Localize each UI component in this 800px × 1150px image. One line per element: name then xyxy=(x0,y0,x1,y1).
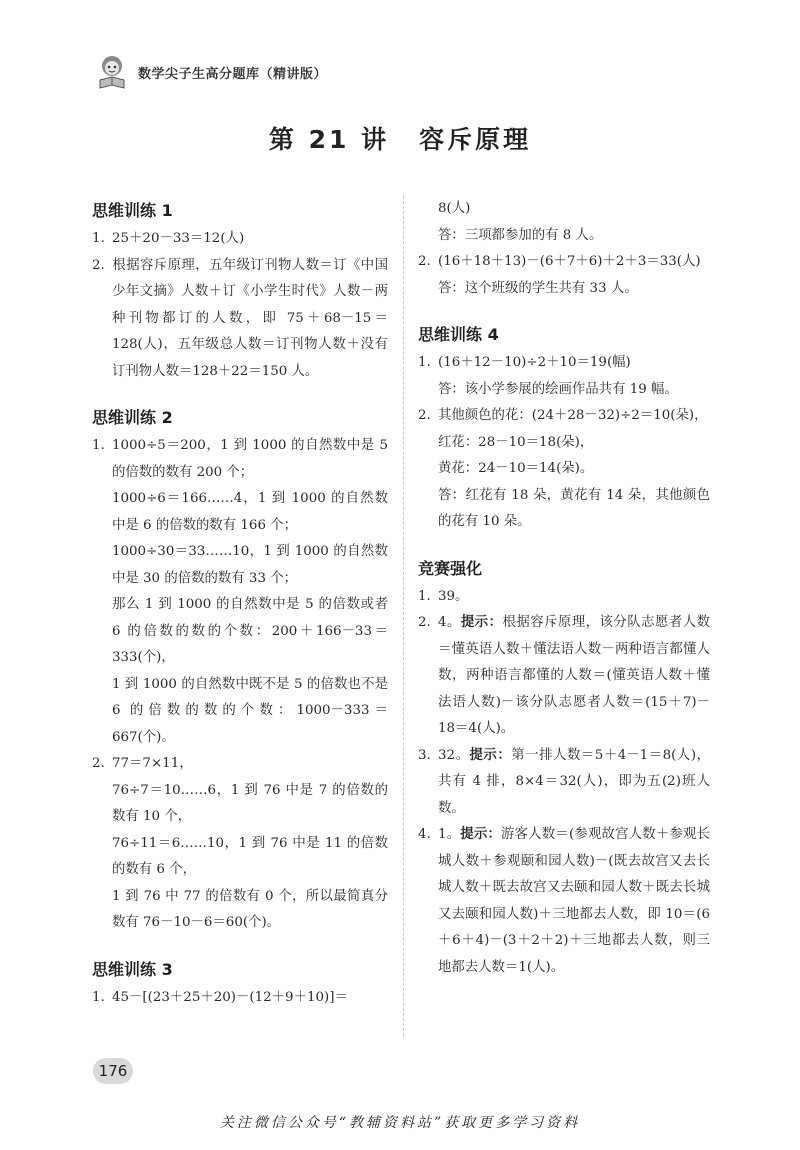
left-column xyxy=(92,196,388,1011)
item-text: 25＋20－33＝12(人) xyxy=(112,231,245,246)
answer-item xyxy=(418,350,710,377)
answer-item xyxy=(92,985,388,1012)
item-number: 1. xyxy=(418,355,431,370)
answer-item xyxy=(418,403,710,430)
item-number: 2. xyxy=(418,615,431,630)
item-text: 第一排人数＝5＋4－1＝8(人)，共有 4 排，8×4＝32(人)，即为五(2)班人数。 xyxy=(438,747,710,816)
hint-label: 提示： xyxy=(460,615,503,630)
page-number: 176 xyxy=(93,1058,133,1084)
series-title: 数学尖子生高分题库（精讲版） xyxy=(138,66,328,82)
answer-line: 1000÷6＝166……4，1 到 1000 的自然数中是 6 的倍数的数有 166 个； xyxy=(112,491,388,533)
item-text: 其他颜色的花：(24＋28－32)÷2＝10(朵)， xyxy=(438,408,708,423)
item-text: (16＋18＋13)－(6＋7＋6)＋2＋3＝33(人) xyxy=(438,254,701,269)
chapter-title xyxy=(0,120,800,156)
answer-line: 1000÷30＝33……10，1 到 1000 的自然数中是 30 的倍数的数有 33 个； xyxy=(112,544,388,586)
hint-label: 提示： xyxy=(460,827,502,842)
answer-line: 答：三项都参加的有 8 人。 xyxy=(438,227,603,243)
item-number: 4. xyxy=(418,827,431,842)
answer-item xyxy=(418,743,710,823)
answer-line: 红花：28－10＝18(朵)， xyxy=(438,434,594,450)
answer-item xyxy=(418,822,710,981)
item-answer: 4。 xyxy=(438,615,461,630)
answer-line: 黄花：24－10＝14(朵)。 xyxy=(438,461,594,476)
item-text: 39。 xyxy=(438,588,469,604)
item-answer: 1。 xyxy=(438,827,461,842)
answer-item xyxy=(418,610,710,743)
answer-line: 1 到 1000 的自然数中既不是 5 的倍数也不是 6 的倍数的数的个数：1000－333＝667(个)。 xyxy=(112,676,388,745)
answer-line: 答：该小学参展的绘画作品共有 19 幅。 xyxy=(438,381,678,397)
item-text: 游客人数＝(参观故宫人数＋参观长城人数＋参观颐和园人数)－(既去故宫又去长城人数＋既去故宫又去颐和园人数＋既去长城又去颐和园人数)＋三地都去人数，即 10＝(6＋6＋4)－(3＋2＋2)＋三地都去人数，则三地都去人数＝1(人)。 xyxy=(438,827,710,975)
footer-note: 关注微信公众号“教辅资料站”获取更多学习资料 xyxy=(219,1115,581,1131)
answer-line: 1 到 76 中 77 的倍数有 0 个，所以最简真分数有 76－10－6＝60(个)。 xyxy=(112,888,388,930)
item-number: 1. xyxy=(92,989,105,1005)
answer-line: 8(人) xyxy=(438,201,471,216)
answer-line: 答：这个班级的学生共有 33 人。 xyxy=(438,280,638,296)
answer-item xyxy=(92,433,388,486)
item-answer: 32。 xyxy=(438,747,470,763)
item-number: 2. xyxy=(418,254,431,269)
item-number: 2. xyxy=(418,408,431,423)
section-title: 思维训练 2 xyxy=(92,408,173,427)
section-title: 思维训练 3 xyxy=(92,959,173,979)
item-text: (16＋12－10)÷2＋10＝19(幅) xyxy=(438,355,631,370)
item-number: 1. xyxy=(92,231,105,246)
item-text: 77＝7×11， xyxy=(112,756,193,771)
chapter-number: 第 21 讲 xyxy=(268,125,390,154)
item-text: 根据容斥原理，五年级订刊物人数＝订《中国少年文摘》人数＋订《小学生时代》人数－两种刊物都订的人数，即 75＋68－15＝128(人)，五年级总人数＝订刊物人数＋没有订刊物人数＝128＋22＝150 人。 xyxy=(112,257,388,379)
item-text: 根据容斥原理，该分队志愿者人数＝懂英语人数＋懂法语人数－两种语言都懂人数，两种语言都懂的人数＝(懂英语人数＋懂法语人数)－该分队志愿者人数＝(15＋7)－18＝4(人)。 xyxy=(438,615,711,736)
item-number: 2. xyxy=(92,257,105,273)
kid-reading-logo-icon xyxy=(92,52,132,92)
item-number: 2. xyxy=(92,756,105,771)
right-column xyxy=(418,196,710,981)
answer-line: 答：红花有 18 朵，黄花有 14 朵，其他颜色的花有 10 朵。 xyxy=(438,487,710,529)
answer-item xyxy=(418,584,710,611)
chapter-name: 容斥原理 xyxy=(419,125,532,154)
answer-item xyxy=(92,751,388,778)
item-number: 3. xyxy=(418,747,431,763)
section-title: 竞赛强化 xyxy=(418,558,483,578)
answer-line: 76÷11＝6……10，1 到 76 中是 11 的倍数的数有 6 个， xyxy=(112,835,388,877)
answer-line: 那么 1 到 1000 的自然数中是 5 的倍数或者 6 的倍数的数的个数：200＋166－33＝333(个)， xyxy=(112,597,388,665)
answer-item xyxy=(92,226,388,253)
item-number: 1. xyxy=(92,438,105,453)
column-divider xyxy=(403,196,404,1036)
item-text: 45－[(23＋25＋20)－(12＋9＋10)]＝ xyxy=(112,989,348,1005)
section-title: 思维训练 4 xyxy=(418,325,499,344)
page-header xyxy=(92,50,327,94)
answer-item xyxy=(418,249,710,276)
hint-label: 提示： xyxy=(469,747,512,763)
answer-item xyxy=(92,253,388,386)
answer-line: 76÷7＝10……6，1 到 76 中是 7 的倍数的数有 10 个， xyxy=(112,782,388,824)
item-text: 1000÷5＝200，1 到 1000 的自然数中是 5 的倍数的数有 200 个； xyxy=(112,438,388,480)
section-title: 思维训练 1 xyxy=(92,201,173,220)
item-number: 1. xyxy=(418,588,431,604)
